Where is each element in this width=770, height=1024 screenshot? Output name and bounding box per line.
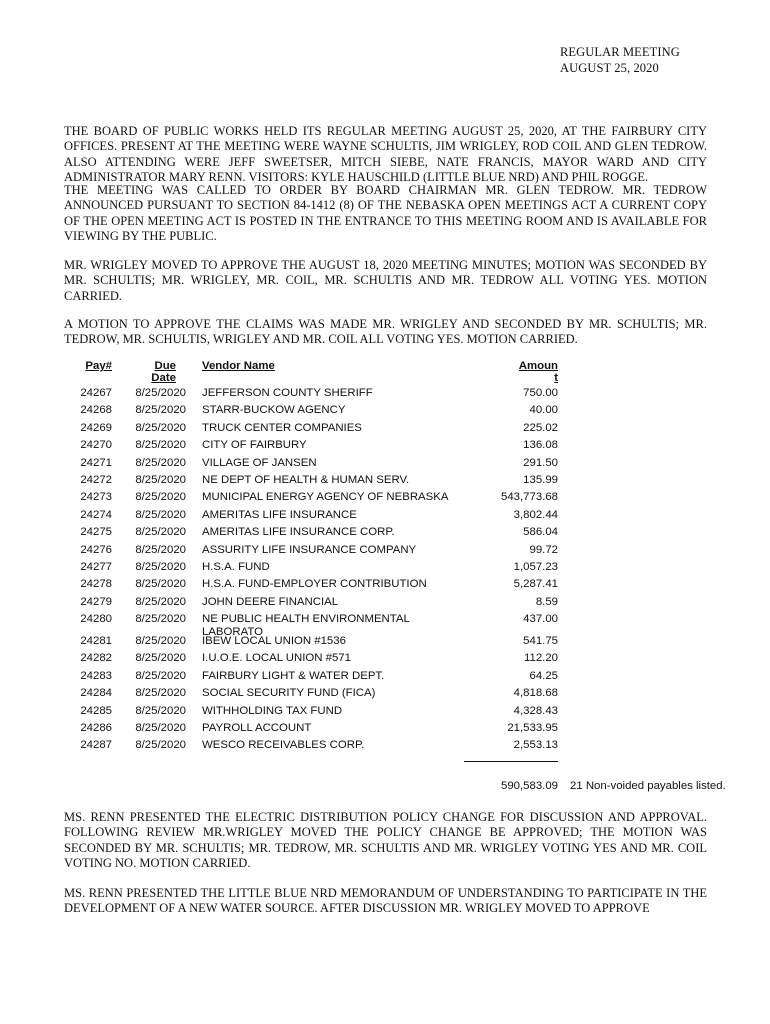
row-pay-number: 24275 bbox=[80, 526, 112, 539]
row-pay-number: 24274 bbox=[80, 508, 112, 521]
table-row bbox=[64, 635, 764, 652]
table-row bbox=[64, 670, 764, 687]
claims-table-body bbox=[64, 387, 764, 757]
row-pay-number: 24283 bbox=[80, 669, 112, 682]
claims-table bbox=[64, 360, 764, 757]
row-pay-number: 24267 bbox=[80, 387, 112, 399]
row-pay-number: 24276 bbox=[80, 543, 112, 556]
table-row bbox=[64, 509, 764, 526]
row-due-date: 8/25/2020 bbox=[135, 560, 186, 573]
row-due-date: 8/25/2020 bbox=[135, 456, 186, 469]
row-vendor-name: WITHHOLDING TAX FUND bbox=[202, 704, 343, 717]
paragraph-nrd-memorandum: MS. RENN PRESENTED THE LITTLE BLUE NRD MEMORANDUM OF UNDERSTANDING TO PARTICIPATE IN THE DEVELOPMENT OF A NEW WATER SOURCE. AFTER DISCUSSION MR. WRIGLEY MOVED TO APPROVE bbox=[64, 886, 707, 916]
row-vendor-name: IBEW LOCAL UNION #1536 bbox=[202, 635, 346, 648]
claims-count-note: 21 Non-voided payables listed. bbox=[570, 780, 726, 792]
row-vendor-name: NE DEPT OF HEALTH & HUMAN SERV. bbox=[202, 473, 410, 486]
table-row bbox=[64, 739, 764, 756]
row-due-date: 8/25/2020 bbox=[135, 613, 186, 626]
table-row bbox=[64, 457, 764, 474]
row-amount: 112.20 bbox=[524, 652, 558, 665]
table-row bbox=[64, 526, 764, 543]
row-vendor-name: WESCO RECEIVABLES CORP. bbox=[202, 739, 365, 752]
row-due-date: 8/25/2020 bbox=[135, 473, 186, 486]
row-amount: 99.72 bbox=[529, 543, 558, 556]
row-vendor-name: AMERITAS LIFE INSURANCE CORP. bbox=[202, 526, 395, 539]
row-pay-number: 24284 bbox=[80, 687, 112, 700]
row-amount: 2,553.13 bbox=[513, 739, 558, 752]
row-pay-number: 24270 bbox=[80, 439, 112, 452]
row-amount: 1,057.23 bbox=[513, 560, 558, 573]
header-amount: Amount bbox=[518, 360, 558, 384]
row-pay-number: 24271 bbox=[80, 456, 112, 469]
row-vendor-name: I.U.O.E. LOCAL UNION #571 bbox=[202, 652, 351, 665]
total-divider bbox=[464, 761, 558, 762]
row-due-date: 8/25/2020 bbox=[135, 652, 186, 665]
row-amount: 543,773.68 bbox=[500, 491, 558, 504]
meeting-header bbox=[560, 44, 680, 76]
table-row bbox=[64, 596, 764, 613]
row-pay-number: 24272 bbox=[80, 473, 112, 486]
row-vendor-name: FAIRBURY LIGHT & WATER DEPT. bbox=[202, 669, 385, 682]
row-due-date: 8/25/2020 bbox=[135, 687, 186, 700]
table-row bbox=[64, 474, 764, 491]
row-vendor-name: TRUCK CENTER COMPANIES bbox=[202, 421, 362, 434]
claims-table-header bbox=[64, 360, 764, 387]
row-due-date: 8/25/2020 bbox=[135, 739, 186, 752]
row-pay-number: 24277 bbox=[80, 560, 112, 573]
table-row bbox=[64, 422, 764, 439]
row-amount: 225.02 bbox=[523, 421, 558, 434]
row-due-date: 8/25/2020 bbox=[135, 526, 186, 539]
row-vendor-name: PAYROLL ACCOUNT bbox=[202, 722, 312, 735]
row-amount: 8.59 bbox=[535, 595, 558, 608]
row-due-date: 8/25/2020 bbox=[135, 421, 186, 434]
row-due-date: 8/25/2020 bbox=[135, 722, 186, 735]
table-row bbox=[64, 613, 764, 638]
row-vendor-name: SOCIAL SECURITY FUND (FICA) bbox=[202, 687, 376, 700]
row-amount: 541.75 bbox=[523, 635, 558, 648]
row-due-date: 8/25/2020 bbox=[135, 595, 186, 608]
row-due-date: 8/25/2020 bbox=[135, 704, 186, 717]
table-row bbox=[64, 439, 764, 456]
row-pay-number: 24281 bbox=[80, 635, 112, 648]
paragraph-call-to-order: THE MEETING WAS CALLED TO ORDER BY BOARD CHAIRMAN MR. GLEN TEDROW. MR. TEDROW ANNOUNCED PURSUANT TO SECTION 84-1412 (8) OF THE NEBASKA OPEN MEETINGS ACT A CURRENT COPY OF THE OPEN MEETING ACT IS POSTED IN THE ENTRANCE TO THIS MEETING ROOM AND IS AVAILABLE FOR VIEWING BY THE PUBLIC. bbox=[64, 183, 707, 243]
row-vendor-name: CITY OF FAIRBURY bbox=[202, 439, 307, 452]
row-vendor-name: MUNICIPAL ENERGY AGENCY OF NEBRASKA bbox=[202, 491, 449, 504]
table-row bbox=[64, 491, 764, 508]
row-due-date: 8/25/2020 bbox=[135, 387, 186, 399]
header-due-date: Due Date bbox=[151, 360, 176, 384]
paragraph-policy-change: MS. RENN PRESENTED THE ELECTRIC DISTRIBUTION POLICY CHANGE FOR DISCUSSION AND APPROVAL. FOLLOWING REVIEW MR.WRIGLEY MOVED THE POLICY CHANGE BE APPROVED; THE MOTION WAS SECONDED BY MR. SCHULTIS; MR. TEDROW, MR. SCHULTIS AND MR. WRIGLEY VOTING YES AND MR. COIL VOTING NO. MOTION CARRIED. bbox=[64, 810, 707, 870]
paragraph-claims-motion: A MOTION TO APPROVE THE CLAIMS WAS MADE MR. WRIGLEY AND SECONDED BY MR. SCHULTIS; MR. TEDROW, MR. SCHULTIS, WRIGLEY AND MR. COIL ALL VOTING YES. MOTION CARRIED. bbox=[64, 317, 707, 347]
row-due-date: 8/25/2020 bbox=[135, 578, 186, 591]
meeting-date: AUGUST 25, 2020 bbox=[560, 61, 659, 75]
row-vendor-name: JOHN DEERE FINANCIAL bbox=[202, 595, 339, 608]
row-vendor-name: VILLAGE OF JANSEN bbox=[202, 456, 317, 469]
row-pay-number: 24278 bbox=[80, 578, 112, 591]
table-row bbox=[64, 578, 764, 595]
row-amount: 5,287.41 bbox=[513, 578, 558, 591]
row-pay-number: 24280 bbox=[80, 613, 112, 626]
table-row bbox=[64, 705, 764, 722]
row-vendor-name: ASSURITY LIFE INSURANCE COMPANY bbox=[202, 543, 417, 556]
row-vendor-name: JEFFERSON COUNTY SHERIFF bbox=[202, 387, 373, 399]
row-amount: 135.99 bbox=[523, 473, 558, 486]
row-amount: 750.00 bbox=[523, 387, 558, 399]
row-pay-number: 24282 bbox=[80, 652, 112, 665]
meeting-type: REGULAR MEETING bbox=[560, 45, 680, 59]
row-pay-number: 24287 bbox=[80, 739, 112, 752]
row-amount: 4,328.43 bbox=[513, 704, 558, 717]
header-vendor-name: Vendor Name bbox=[202, 360, 275, 372]
row-due-date: 8/25/2020 bbox=[135, 491, 186, 504]
table-row bbox=[64, 687, 764, 704]
paragraph-attendance: THE BOARD OF PUBLIC WORKS HELD ITS REGULAR MEETING AUGUST 25, 2020, AT THE FAIRBURY CITY OFFICES. PRESENT AT THE MEETING WERE WAYNE SCHULTIS, JIM WRIGLEY, ROD COIL AND GLEN TEDROW. ALSO ATTENDING WERE JEFF SWEETSER, MITCH SIEBE, NATE FRANCIS, MAYOR WARD AND CITY ADMINISTRATOR MARY RENN. VISITORS: KYLE HAUSCHILD (LITTLE BLUE NRD) AND PHIL ROGGE. bbox=[64, 124, 707, 184]
row-vendor-name: STARR-BUCKOW AGENCY bbox=[202, 404, 346, 417]
row-vendor-name: NE PUBLIC HEALTH ENVIRONMENTAL LABORATO bbox=[202, 613, 410, 638]
row-amount: 64.25 bbox=[529, 669, 558, 682]
table-row bbox=[64, 722, 764, 739]
header-pay: Pay# bbox=[85, 360, 112, 372]
row-due-date: 8/25/2020 bbox=[135, 669, 186, 682]
row-due-date: 8/25/2020 bbox=[135, 508, 186, 521]
row-amount: 291.50 bbox=[523, 456, 558, 469]
row-due-date: 8/25/2020 bbox=[135, 635, 186, 648]
row-amount: 40.00 bbox=[529, 404, 558, 417]
row-due-date: 8/25/2020 bbox=[135, 439, 186, 452]
row-vendor-name: H.S.A. FUND-EMPLOYER CONTRIBUTION bbox=[202, 578, 427, 591]
row-due-date: 8/25/2020 bbox=[135, 543, 186, 556]
row-due-date: 8/25/2020 bbox=[135, 404, 186, 417]
row-pay-number: 24269 bbox=[80, 421, 112, 434]
row-pay-number: 24268 bbox=[80, 404, 112, 417]
row-amount: 4,818.68 bbox=[513, 687, 558, 700]
claims-total: 590,583.09 bbox=[500, 780, 558, 792]
row-pay-number: 24279 bbox=[80, 595, 112, 608]
table-row bbox=[64, 404, 764, 421]
paragraph-minutes-approval: MR. WRIGLEY MOVED TO APPROVE THE AUGUST 18, 2020 MEETING MINUTES; MOTION WAS SECONDED BY MR. SCHULTIS; MR. WRIGLEY, MR. COIL, MR. SCHULTIS AND MR. TEDROW ALL VOTING YES. MOTION CARRIED. bbox=[64, 258, 707, 303]
table-row bbox=[64, 544, 764, 561]
row-vendor-name: AMERITAS LIFE INSURANCE bbox=[202, 508, 357, 521]
row-pay-number: 24286 bbox=[80, 722, 112, 735]
table-row bbox=[64, 652, 764, 669]
table-row bbox=[64, 561, 764, 578]
row-amount: 136.08 bbox=[523, 439, 558, 452]
row-amount: 437.00 bbox=[523, 613, 558, 626]
table-row bbox=[64, 387, 764, 404]
row-amount: 586.04 bbox=[523, 526, 558, 539]
row-amount: 3,802.44 bbox=[513, 508, 558, 521]
row-vendor-name: H.S.A. FUND bbox=[202, 560, 270, 573]
row-pay-number: 24273 bbox=[80, 491, 112, 504]
row-pay-number: 24285 bbox=[80, 704, 112, 717]
row-amount: 21,533.95 bbox=[507, 722, 558, 735]
